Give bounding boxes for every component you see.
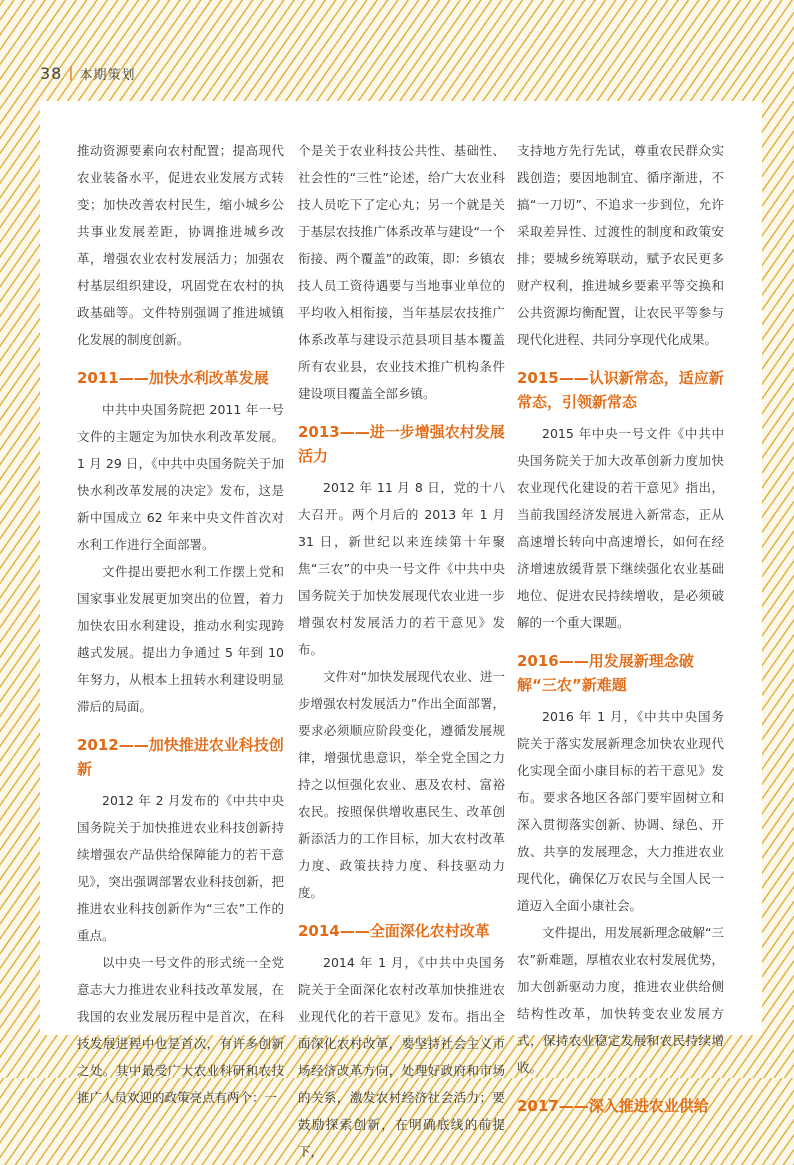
body-paragraph: 2015 年中央一号文件《中共中央国务院关于加大改革创新力度加快农业现代化建设的若干意见》指出，当前我国经济发展进入新常态，正从高速增长转向中高速增长，如何在经济增速放缓背景下继续强化农业基础地位、促进农民持续增收，是必须破解的一个重大课题。 — [517, 426, 724, 630]
body-paragraph: 推动资源要素向农村配置；提高现代农业装备水平，促进农业发展方式转变；加快改善农村民生，缩小城乡公共事业发展差距，协调推进城乡改革，增强农业农村发展活力；加强农村基层组织建设，巩固党在农村的执政基础等。文件特别强调了推进城镇化发展的制度创新。 — [77, 143, 284, 347]
section-name: 本期策划 — [79, 67, 136, 83]
body-paragraph: 2016 年 1 月，《中共中央国务院关于落实发展新理念加快农业现代化实现全面小康目标的若干意见》发布。要求各地区各部门要牢固树立和深入贯彻落实创新、协调、绿色、开放、共享的发展理念，大力推进农业现代化，确保亿万农民与全国人民一道迈入全面小康社会。 — [517, 709, 724, 913]
body-paragraph: 2012 年 2 月发布的《中共中央国务院关于加快推进农业科技创新持续增强农产品供给保障能力的若干意见》，突出强调部署农业科技创新，把推进农业科技创新作为“三农”工作的重点。 — [77, 793, 284, 943]
body-paragraph: 中共中央国务院把 2011 年一号文件的主题定为加快水利改革发展。1 月 29 日，《中共中央国务院关于加快水利改革发展的决定》发布，这是新中国成立 62 年来中央文件首次对水利工作进行全面部署。 — [77, 402, 284, 552]
article-panel — [40, 101, 762, 1159]
body-paragraph: 2014 年 1 月，《中共中央国务院关于全面深化农村改革加快推进农业现代化的若干意见》发布。指出全面深化农村改革，要坚持社会主义市场经济改革方向，处理好政府和市场的关系，激发农村经济社会活力；要鼓励探索创新，在明确底线的前提下， — [298, 955, 505, 1159]
article-column-2 — [298, 137, 505, 1165]
body-paragraph: 个是关于农业科技公共性、基础性、社会性的“三性”论述，给广大农业科技人员吃下了定心丸；另一个就是关于基层农技推广体系改革与建设“一个衔接、两个覆盖”的政策，即：乡镇农技人员工资待遇要与当地事业单位的平均收入相衔接，当年基层农技推广体系改革与建设示范县项目基本覆盖所有农业县，农业技术推广机构条件建设项目覆盖全部乡镇。 — [298, 143, 505, 401]
section-heading: 2017——深入推进农业供给 — [517, 1097, 709, 1115]
section-heading: 2013——进一步增强农村发展活力 — [298, 423, 505, 465]
section-heading: 2014——全面深化农村改革 — [298, 922, 490, 940]
article-column-3 — [517, 137, 724, 1124]
article-column-1 — [77, 137, 284, 1111]
section-heading: 2016——用发展新理念破解“三农”新难题 — [517, 652, 694, 694]
body-paragraph: 文件对“加快发展现代农业、进一步增强农村发展活力”作出全面部署，要求必须顺应阶段变化，遵循发展规律，增强忧患意识，举全党全国之力持之以恒强化农业、惠及农村、富裕农民。按照保供增收惠民生、改革创新添活力的工作目标，加大农村改革力度、政策扶持力度、科技驱动力度。 — [298, 669, 505, 900]
body-paragraph: 支持地方先行先试，尊重农民群众实践创造；要因地制宜、循序渐进，不搞“一刀切”、不追求一步到位，允许采取差异性、过渡性的制度和政策安排；要城乡统筹联动，赋予农民更多财产权利，推进城乡要素平等交换和公共资源均衡配置，让农民平等参与现代化进程、共同分享现代化成果。 — [517, 143, 724, 347]
section-heading: 2012——加快推进农业科技创新 — [77, 736, 284, 778]
page-header — [40, 62, 136, 84]
body-paragraph: 文件提出，用发展新理念破解“三农”新难题，厚植农业农村发展优势，加大创新驱动力度，推进农业供给侧结构性改革，加快转变农业发展方式，保持农业稳定发展和农民持续增收。 — [517, 925, 724, 1075]
page-number: 38 — [40, 63, 63, 83]
section-heading: 2015——认识新常态，适应新常态，引领新常态 — [517, 369, 724, 411]
header-separator: | — [68, 65, 74, 81]
body-paragraph: 2012 年 11 月 8 日，党的十八大召开。两个月后的 2013 年 1 月 31 日，新世纪以来连续第十年聚焦“三农”的中央一号文件《中共中央国务院关于加快发展现代农业进一步增强农村发展活力的若干意见》发布。 — [298, 480, 505, 657]
section-heading: 2011——加快水利改革发展 — [77, 369, 269, 387]
body-paragraph: 以中央一号文件的形式统一全党意志大力推进农业科技改革发展，在我国的农业发展历程中是首次，在科技发展进程中也是首次，有许多创新之处。其中最受广大农业科研和农技推广人员欢迎的政策亮点有两个：一 — [77, 955, 284, 1105]
body-paragraph: 文件提出要把水利工作摆上党和国家事业发展更加突出的位置，着力加快农田水利建设，推动水利实现跨越式发展。提出力争通过 5 年到 10 年努力，从根本上扭转水利建设明显滞后的局面。 — [77, 564, 284, 714]
